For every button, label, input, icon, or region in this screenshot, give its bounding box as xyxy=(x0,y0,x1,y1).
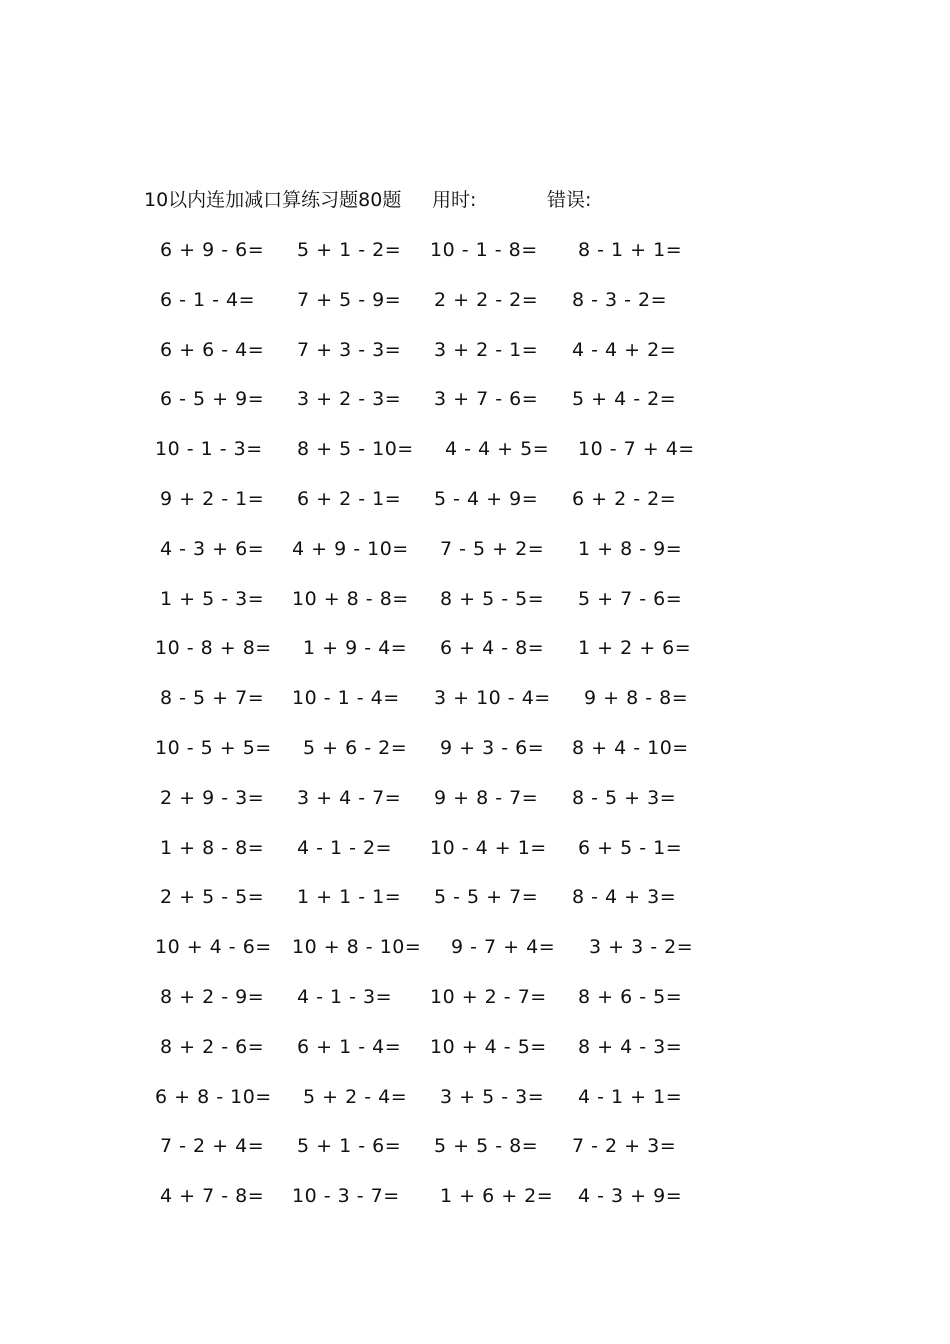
problem-item: 7 - 5 + 2= xyxy=(440,537,545,560)
problem-item: 10 - 5 + 5= xyxy=(155,736,272,759)
problem-item: 8 - 3 - 2= xyxy=(572,288,668,311)
problem-item: 4 + 9 - 10= xyxy=(292,537,409,560)
problem-item: 10 + 8 - 10= xyxy=(292,936,422,959)
problem-item: 10 - 3 - 7= xyxy=(292,1185,400,1208)
problem-item: 6 + 6 - 4= xyxy=(160,338,265,361)
problem-item: 4 + 7 - 8= xyxy=(160,1185,265,1208)
problem-item: 8 + 4 - 10= xyxy=(572,736,689,759)
problem-row xyxy=(0,1182,950,1232)
problem-item: 2 + 2 - 2= xyxy=(434,288,539,311)
problem-item: 3 + 2 - 1= xyxy=(434,338,539,361)
time-used-label: 用时: xyxy=(432,189,477,211)
problem-row xyxy=(0,634,950,684)
problem-item: 1 + 8 - 8= xyxy=(160,836,265,859)
problem-row xyxy=(0,336,950,386)
problem-item: 5 + 5 - 8= xyxy=(434,1135,539,1158)
problem-row xyxy=(0,435,950,485)
problem-item: 4 - 1 - 3= xyxy=(297,985,393,1008)
problem-item: 3 + 4 - 7= xyxy=(297,786,402,809)
error-count-label: 错误: xyxy=(547,189,592,211)
problem-item: 3 + 5 - 3= xyxy=(440,1085,545,1108)
problem-item: 4 - 4 + 2= xyxy=(572,338,677,361)
problem-item: 6 + 2 - 1= xyxy=(297,487,402,510)
problem-item: 7 - 2 + 4= xyxy=(160,1135,265,1158)
problem-item: 8 + 6 - 5= xyxy=(578,985,683,1008)
problem-item: 2 + 5 - 5= xyxy=(160,886,265,909)
problem-item: 10 + 4 - 6= xyxy=(155,936,272,959)
problem-item: 4 - 4 + 5= xyxy=(445,438,550,461)
problem-item: 6 + 2 - 2= xyxy=(572,487,677,510)
problem-item: 10 - 1 - 4= xyxy=(292,687,400,710)
problem-item: 4 - 1 - 2= xyxy=(297,836,393,859)
problem-item: 7 + 5 - 9= xyxy=(297,288,402,311)
problem-row xyxy=(0,1083,950,1133)
problem-item: 6 - 1 - 4= xyxy=(160,288,256,311)
problem-item: 8 - 4 + 3= xyxy=(572,886,677,909)
problem-row xyxy=(0,286,950,336)
problem-item: 1 + 9 - 4= xyxy=(303,637,408,660)
problem-item: 10 - 4 + 1= xyxy=(430,836,547,859)
problem-row xyxy=(0,385,950,435)
problem-item: 4 - 1 + 1= xyxy=(578,1085,683,1108)
worksheet-title: 10以内连加减口算练习题80题 xyxy=(144,189,402,211)
problem-item: 5 + 6 - 2= xyxy=(303,736,408,759)
problem-row xyxy=(0,983,950,1033)
problem-item: 10 + 4 - 5= xyxy=(430,1035,547,1058)
problem-item: 8 + 5 - 10= xyxy=(297,438,414,461)
problem-item: 1 + 5 - 3= xyxy=(160,587,265,610)
problem-item: 10 - 1 - 8= xyxy=(430,239,538,261)
problem-row xyxy=(0,933,950,983)
problem-row xyxy=(0,485,950,535)
problem-item: 1 + 8 - 9= xyxy=(578,537,683,560)
problem-row xyxy=(0,883,950,933)
problem-item: 10 + 8 - 8= xyxy=(292,587,409,610)
problem-item: 1 + 1 - 1= xyxy=(297,886,402,909)
problem-item: 1 + 6 + 2= xyxy=(440,1185,554,1208)
problem-item: 10 - 1 - 3= xyxy=(155,438,263,461)
problem-item: 9 + 8 - 8= xyxy=(584,687,689,710)
problem-item: 9 + 8 - 7= xyxy=(434,786,539,809)
problem-item: 1 + 2 + 6= xyxy=(578,637,692,660)
problem-item: 5 + 1 - 6= xyxy=(297,1135,402,1158)
problem-row xyxy=(0,1132,950,1182)
problem-item: 8 - 1 + 1= xyxy=(578,239,683,261)
problem-row xyxy=(0,236,950,286)
worksheet-header xyxy=(0,186,950,214)
problem-item: 9 + 3 - 6= xyxy=(440,736,545,759)
problem-item: 6 + 1 - 4= xyxy=(297,1035,402,1058)
problem-item: 8 + 2 - 9= xyxy=(160,985,265,1008)
problem-item: 7 - 2 + 3= xyxy=(572,1135,677,1158)
problem-item: 6 + 8 - 10= xyxy=(155,1085,272,1108)
problem-item: 5 - 4 + 9= xyxy=(434,487,539,510)
problem-item: 5 + 1 - 2= xyxy=(297,239,402,261)
problem-grid xyxy=(0,236,950,1232)
problem-item: 6 - 5 + 9= xyxy=(160,388,265,411)
problem-item: 6 + 4 - 8= xyxy=(440,637,545,660)
problem-item: 8 + 5 - 5= xyxy=(440,587,545,610)
problem-item: 8 + 4 - 3= xyxy=(578,1035,683,1058)
problem-row xyxy=(0,784,950,834)
problem-item: 8 - 5 + 7= xyxy=(160,687,265,710)
problem-row xyxy=(0,834,950,884)
problem-item: 8 + 2 - 6= xyxy=(160,1035,265,1058)
problem-item: 4 - 3 + 9= xyxy=(578,1185,683,1208)
problem-item: 5 + 4 - 2= xyxy=(572,388,677,411)
problem-row xyxy=(0,585,950,635)
problem-item: 10 + 2 - 7= xyxy=(430,985,547,1008)
problem-item: 6 + 9 - 6= xyxy=(160,239,265,261)
problem-row xyxy=(0,535,950,585)
problem-item: 6 + 5 - 1= xyxy=(578,836,683,859)
problem-item: 5 - 5 + 7= xyxy=(434,886,539,909)
problem-item: 2 + 9 - 3= xyxy=(160,786,265,809)
problem-item: 3 + 2 - 3= xyxy=(297,388,402,411)
problem-item: 7 + 3 - 3= xyxy=(297,338,402,361)
problem-item: 9 - 7 + 4= xyxy=(451,936,556,959)
problem-item: 10 - 8 + 8= xyxy=(155,637,272,660)
problem-row xyxy=(0,734,950,784)
problem-item: 3 + 3 - 2= xyxy=(589,936,694,959)
problem-item: 3 + 10 - 4= xyxy=(434,687,551,710)
problem-item: 10 - 7 + 4= xyxy=(578,438,695,461)
problem-item: 3 + 7 - 6= xyxy=(434,388,539,411)
problem-item: 8 - 5 + 3= xyxy=(572,786,677,809)
problem-item: 5 + 2 - 4= xyxy=(303,1085,408,1108)
problem-item: 4 - 3 + 6= xyxy=(160,537,265,560)
problem-item: 9 + 2 - 1= xyxy=(160,487,265,510)
problem-item: 5 + 7 - 6= xyxy=(578,587,683,610)
problem-row xyxy=(0,1033,950,1083)
problem-row xyxy=(0,684,950,734)
